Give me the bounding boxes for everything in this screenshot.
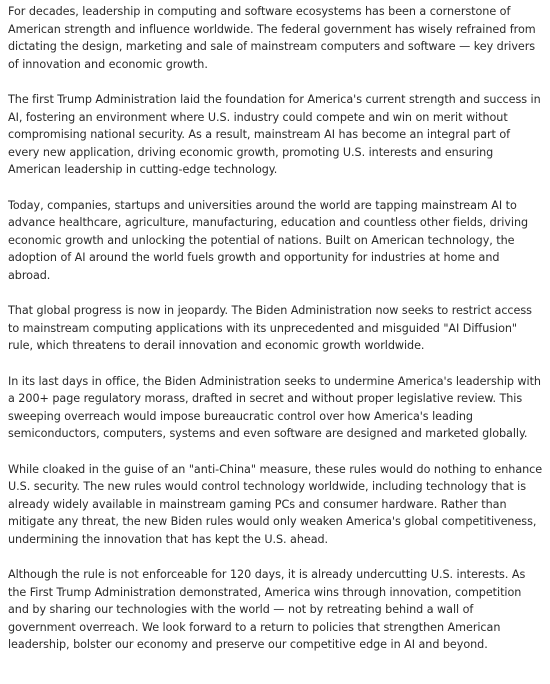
- paragraph-jeopardy: That global progress is now in jeopardy. The Biden Administration now seeks to restrict access to mainstream computing applications with its unprecedented and misguided "AI Diffusion" rule, which threatens to derail innovation and economic growth worldwide.: [8, 304, 532, 352]
- paragraph-global-adoption: Today, companies, startups and universities around the world are tapping mainstream AI to advance healthcare, agriculture, manufacturing, education and countless other fields, driving economic growth and unlocking the potential of nations. Built on American technology, the adoption of AI around the world fuels growth and opportunity for industries at home and abroad.: [8, 198, 529, 282]
- paragraph-conclusion: Although the rule is not enforceable for 120 days, it is already undercutting U.S. interests. As the First Trump Administration demonstrated, America wins through innovation, competition and by sharing our technologies with the world — not by retreating behind a wall of government overreach. We look forward to a return to policies that strengthen American leadership, bolster our economy and preserve our competitive edge in AI and beyond.: [8, 568, 526, 651]
- article-body: [8, 3, 544, 654]
- paragraph-trump-foundation: The first Trump Administration laid the foundation for America's current strength and success in AI, fostering an environment where U.S. industry could compete and win on merit without compromising national security. As a result, mainstream AI has become an integral part of every new application, driving economic growth, promoting U.S. interests and ensuring American leadership in cutting-edge technology.: [8, 93, 541, 176]
- paragraph-spacer: [8, 443, 544, 461]
- paragraph-intro: For decades, leadership in computing and software ecosystems has been a cornerstone of American strength and influence worldwide. The federal government has wisely refrained from dictating the design, marketing and sale of mainstream computers and software — key drivers of innovation and economic growth.: [8, 5, 536, 71]
- paragraph-spacer: [8, 284, 544, 302]
- paragraph-regulatory-morass: In its last days in office, the Biden Administration seeks to undermine America's leadership with a 200+ page regulatory morass, drafted in secret and without proper legislative review. This sweeping overreach would impose bureaucratic control over how America's leading semiconductors, computers, systems and even software are designed and marketed globally.: [8, 374, 541, 440]
- paragraph-spacer: [8, 548, 544, 566]
- paragraph-spacer: [8, 73, 544, 91]
- paragraph-spacer: [8, 355, 544, 373]
- paragraph-anti-china: While cloaked in the guise of an "anti-China" measure, these rules would do nothing to enhance U.S. security. The new rules would control technology worldwide, including technology that is already widely available in mainstream gaming PCs and consumer hardware. Rather than mitigate any threat, the new Biden rules would only weaken America's global competitiveness, undermining the innovation that has kept the U.S. ahead.: [8, 462, 543, 546]
- paragraph-spacer: [8, 179, 544, 197]
